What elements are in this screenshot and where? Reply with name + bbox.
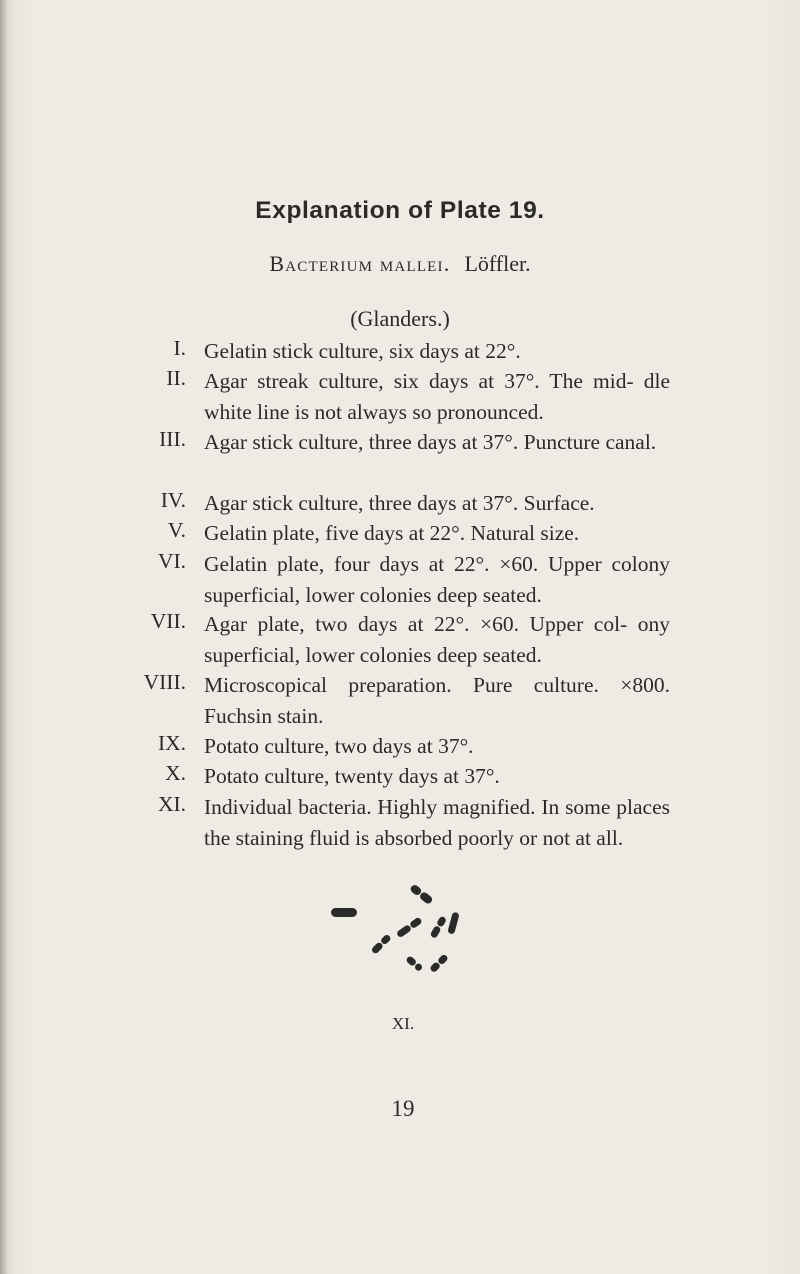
item-text: Agar stick culture, three days at 37°. Surface. (204, 491, 595, 515)
item-text: Agar plate, two days at 22°. ×60. Upper col- ony superficial, lower colonies deep seated. (204, 612, 670, 667)
item-text: Gelatin plate, five days at 22°. Natural size. (204, 521, 580, 545)
bacterium-upper (409, 883, 434, 905)
item-number: VI. (157, 549, 186, 573)
item-number: I. (173, 336, 186, 360)
item-number: IX. (157, 731, 186, 755)
item-text: Individual bacteria. Highly magnified. In some places the staining fluid is absorbed poorly or not at all. (204, 795, 670, 850)
bacterium-rod (331, 908, 357, 917)
bacterium-lower-right (429, 953, 449, 973)
item-number: VII. (150, 609, 186, 633)
item-number: X. (165, 761, 186, 785)
item-number: II. (166, 366, 186, 390)
item-number: XI. (157, 792, 186, 816)
item-text: Potato culture, twenty days at 37°. (204, 764, 500, 788)
item-text: Potato culture, two days at 37°. (204, 734, 474, 758)
species-author: Löffler. (464, 251, 531, 276)
plate-item-10 (0, 761, 800, 791)
plate-item-1 (0, 336, 800, 366)
item-number: IV. (160, 488, 186, 512)
plate-item-8 (0, 670, 800, 728)
bacterium-diagonal (396, 917, 423, 939)
item-text: Agar stick culture, three days at 37°. Puncture canal. (204, 430, 657, 454)
item-number: VIII. (143, 670, 186, 694)
item-number: III. (159, 427, 186, 451)
item-text: Microscopical preparation. Pure culture. ×800. Fuchsin stain. (204, 673, 670, 728)
plate-item-2 (0, 366, 800, 424)
plate-item-9 (0, 731, 800, 761)
species-name: Bacterium mallei. (269, 251, 451, 276)
plate-item-11 (0, 792, 800, 850)
figure-label: XI. (391, 1014, 415, 1033)
plate-heading: Explanation of Plate 19. (255, 197, 545, 224)
bacterium-right (430, 915, 448, 938)
item-number: V. (167, 518, 186, 542)
bacteria-illustration (329, 872, 489, 992)
item-text: Agar streak culture, six days at 37°. The mid- dle white line is not always so pronounced. (204, 369, 670, 424)
page-number: 19 (391, 1096, 415, 1121)
item-text: Gelatin stick culture, six days at 22°. (204, 339, 521, 363)
item-text: Gelatin plate, four days at 22°. ×60. Upper colony superficial, lower colonies deep seated. (204, 552, 670, 607)
plate-item-6 (0, 549, 800, 607)
bacterium-lower-left (405, 955, 423, 972)
species-line (0, 251, 800, 277)
disease-name: (Glanders.) (350, 306, 450, 331)
plate-item-7 (0, 609, 800, 667)
plate-item-5 (0, 518, 800, 548)
bacterium-chain (371, 934, 392, 955)
plate-item-3 (0, 427, 800, 457)
plate-item-4 (0, 488, 800, 518)
bacterium-vertical (447, 912, 459, 935)
